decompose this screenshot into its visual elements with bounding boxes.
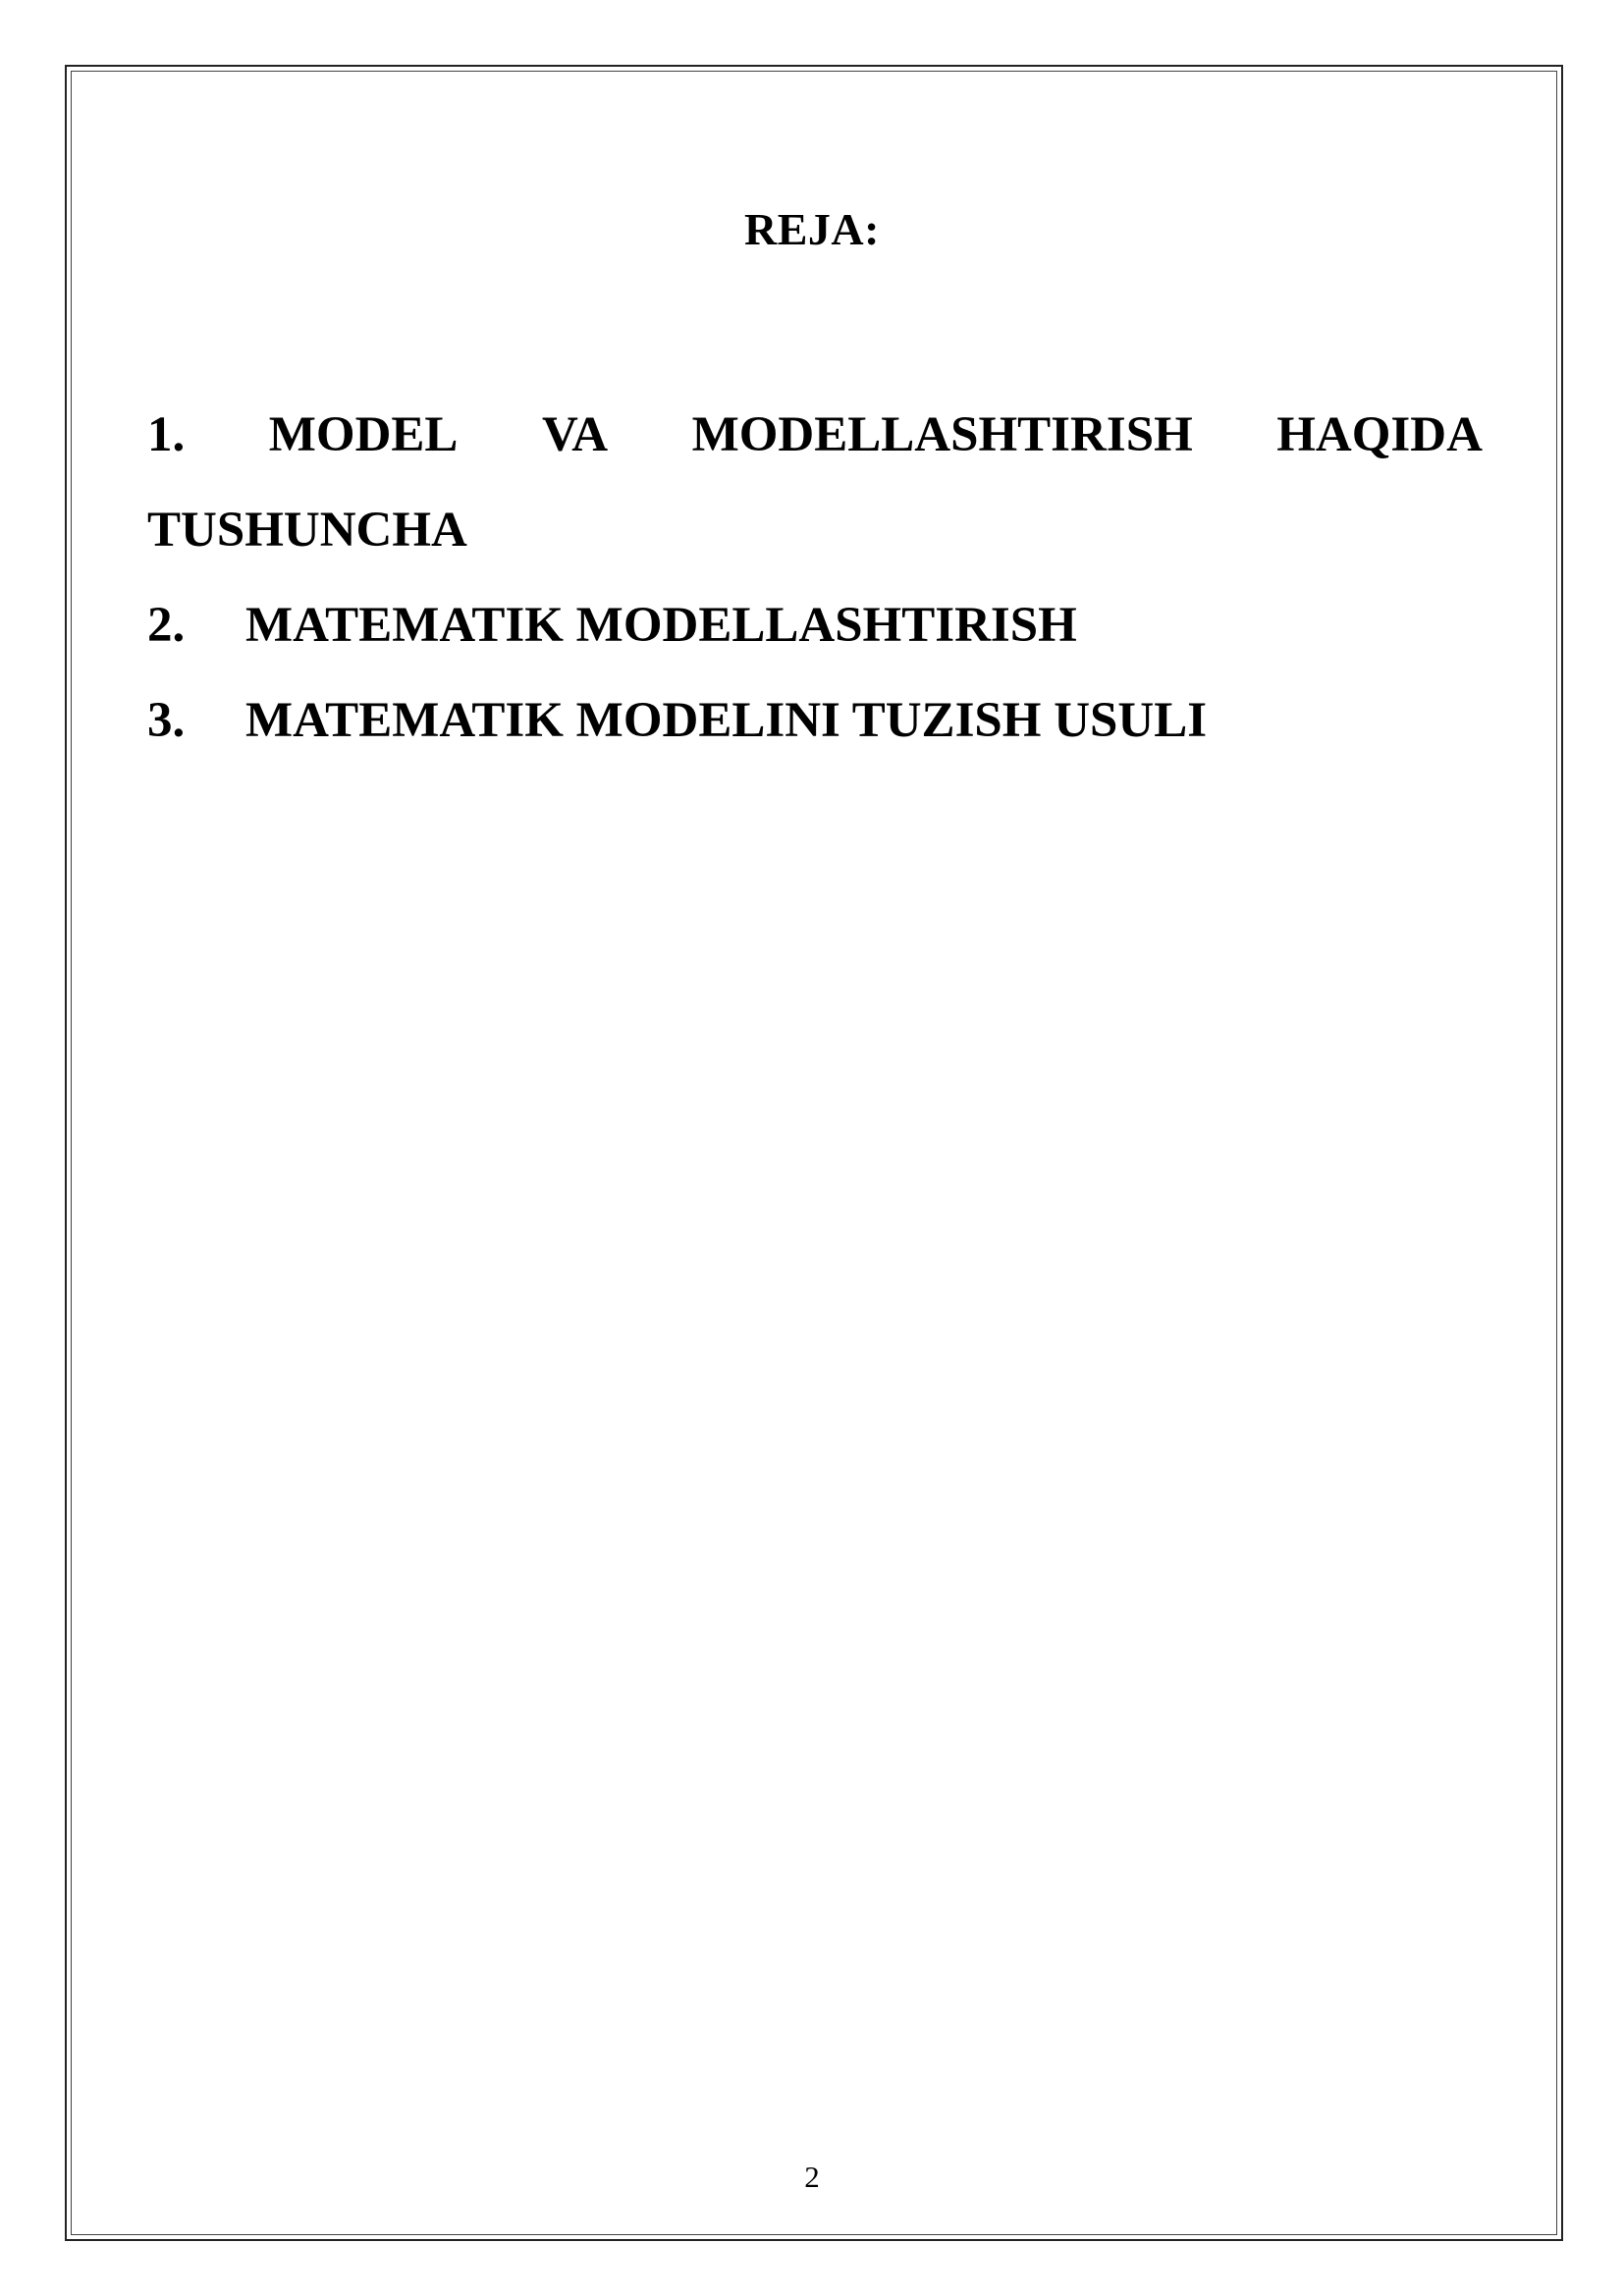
plan-item-word: HAQIDA xyxy=(1276,407,1483,462)
page-title: REJA: xyxy=(744,204,880,254)
plan-item-text: MATEMATIK MODELINI TUZISH USULI xyxy=(245,693,1208,748)
plan-item-1-first-line xyxy=(147,388,1483,483)
plan-item-2 xyxy=(147,578,1483,673)
plan-item-text: MATEMATIK MODELLASHTIRISH xyxy=(245,598,1077,653)
plan-item-1-continuation: TUSHUNCHA xyxy=(147,503,467,558)
plan-item-number: 1. xyxy=(147,407,186,462)
page-number: 2 xyxy=(804,2160,820,2194)
plan-item-word: VA xyxy=(541,407,609,462)
plan-list xyxy=(147,388,1483,769)
plan-item-word: MODEL xyxy=(268,407,459,462)
plan-item-number: 3. xyxy=(147,693,186,748)
plan-item-number: 2. xyxy=(147,598,186,653)
plan-item-1 xyxy=(147,388,1483,578)
plan-item-3 xyxy=(147,673,1483,769)
plan-item-word: MODELLASHTIRISH xyxy=(691,407,1193,462)
